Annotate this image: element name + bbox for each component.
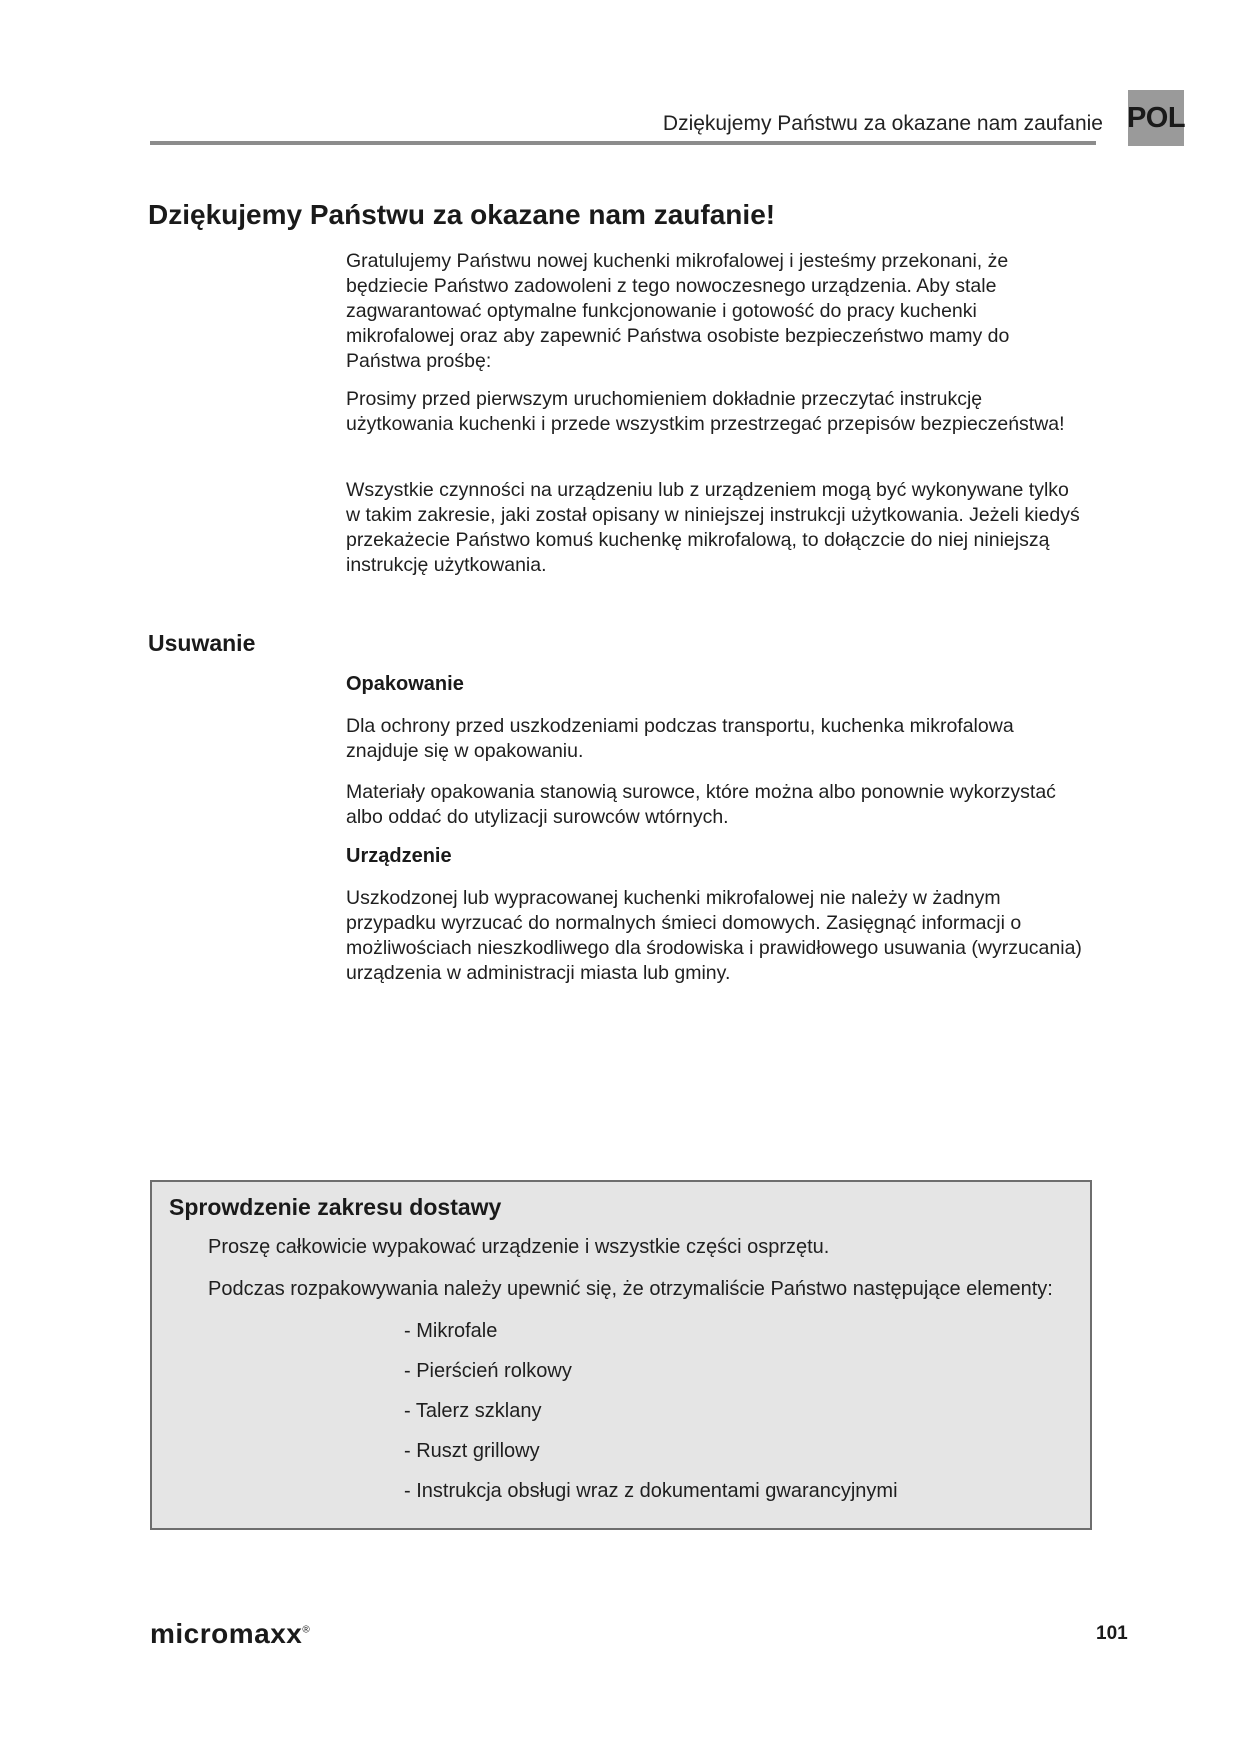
packaging-paragraph-2 (346, 780, 1086, 830)
paragraph-text: Wszystkie czynności na urządzeniu lub z urządzeniem mogą być wykonywane tylko w takim zakresie, jaki został opisany w niniejszej instrukcji użytkowania. Jeżeli kiedyś przekażecie Państwo komuś kuchenkę mikrofalową, to dołączcie do niej niniejszą instrukcję użytkowania. (346, 479, 1080, 576)
brand-name: micromaxx (150, 1618, 303, 1649)
delivery-instruction-2: Podczas rozpakowywania należy upewnić się, że otrzymaliście Państwo następujące elementy: (208, 1278, 1053, 1300)
paragraph-text: Uszkodzonej lub wypracowanej kuchenki mikrofalowej nie należy w żadnym przypadku wyrzucać do normalnych śmieci domowych. Zasięgnąć informacji o możliwościach nieszkodliwego dla środowiska i prawidłowego usuwania (wyrzucania) urządzenia w administracji miasta lub gminy. (346, 887, 1082, 984)
delivery-instruction-1: Proszę całkowicie wypakować urządzenie i wszystkie części osprzętu. (208, 1236, 830, 1258)
paragraph-text: Gratulujemy Państwu nowej kuchenki mikrofalowej i jesteśmy przekonani, że będziecie Państwo zadowoleni z tego nowoczesnego urządzenia. Aby stale zagwarantować optymalne funkcjonowanie i gotowość do pracy kuchenki mikrofalowej oraz aby zapewnić Państwa osobiste bezpieczeństwo mamy do Państwa prośbę: (346, 250, 1010, 372)
packaging-heading: Opakowanie (346, 673, 464, 695)
device-heading: Urządzenie (346, 845, 452, 867)
packaging-paragraph-1 (346, 714, 1086, 764)
paragraph-text: Dla ochrony przed uszkodzeniami podczas transportu, kuchenka mikrofalowa znajduje się w opakowaniu. (346, 715, 1014, 762)
registered-mark: ® (302, 1624, 311, 1636)
delivery-scope-box (150, 1180, 1092, 1530)
delivery-heading: Sprowdzenie zakresu dostawy (169, 1194, 502, 1220)
intro-paragraph-1 (346, 249, 1086, 374)
list-item: - Instrukcja obsługi wraz z dokumentami gwarancyjnymi (404, 1480, 898, 1502)
disposal-heading: Usuwanie (148, 630, 256, 656)
page-number: 101 (1096, 1623, 1128, 1644)
running-header-title: Dziękujemy Państwu za okazane nam zaufanie (662, 112, 1103, 135)
header-divider (150, 141, 1096, 145)
paragraph-text: Prosimy przed pierwszym uruchomieniem dokładnie przeczytać instrukcję użytkowania kuchenki i przede wszystkim przestrzegać przepisów bezpieczeństwa! (346, 388, 1065, 435)
intro-paragraph-2 (346, 387, 1086, 437)
list-item: - Mikrofale (404, 1320, 498, 1342)
page-title: Dziękujemy Państwu za okazane nam zaufanie! (148, 199, 776, 230)
intro-paragraph-3 (346, 478, 1086, 578)
list-item: - Pierścień rolkowy (404, 1360, 572, 1382)
list-item: - Talerz szklany (404, 1400, 542, 1422)
language-badge: POL (1128, 90, 1184, 146)
paragraph-text: Materiały opakowania stanowią surowce, które można albo ponownie wykorzystać albo oddać do utylizacji surowców wtórnych. (346, 781, 1056, 828)
device-paragraph (346, 886, 1086, 986)
delivery-item-list (404, 1319, 898, 1519)
list-item: - Ruszt grillowy (404, 1440, 540, 1462)
brand-logo (150, 1618, 310, 1650)
